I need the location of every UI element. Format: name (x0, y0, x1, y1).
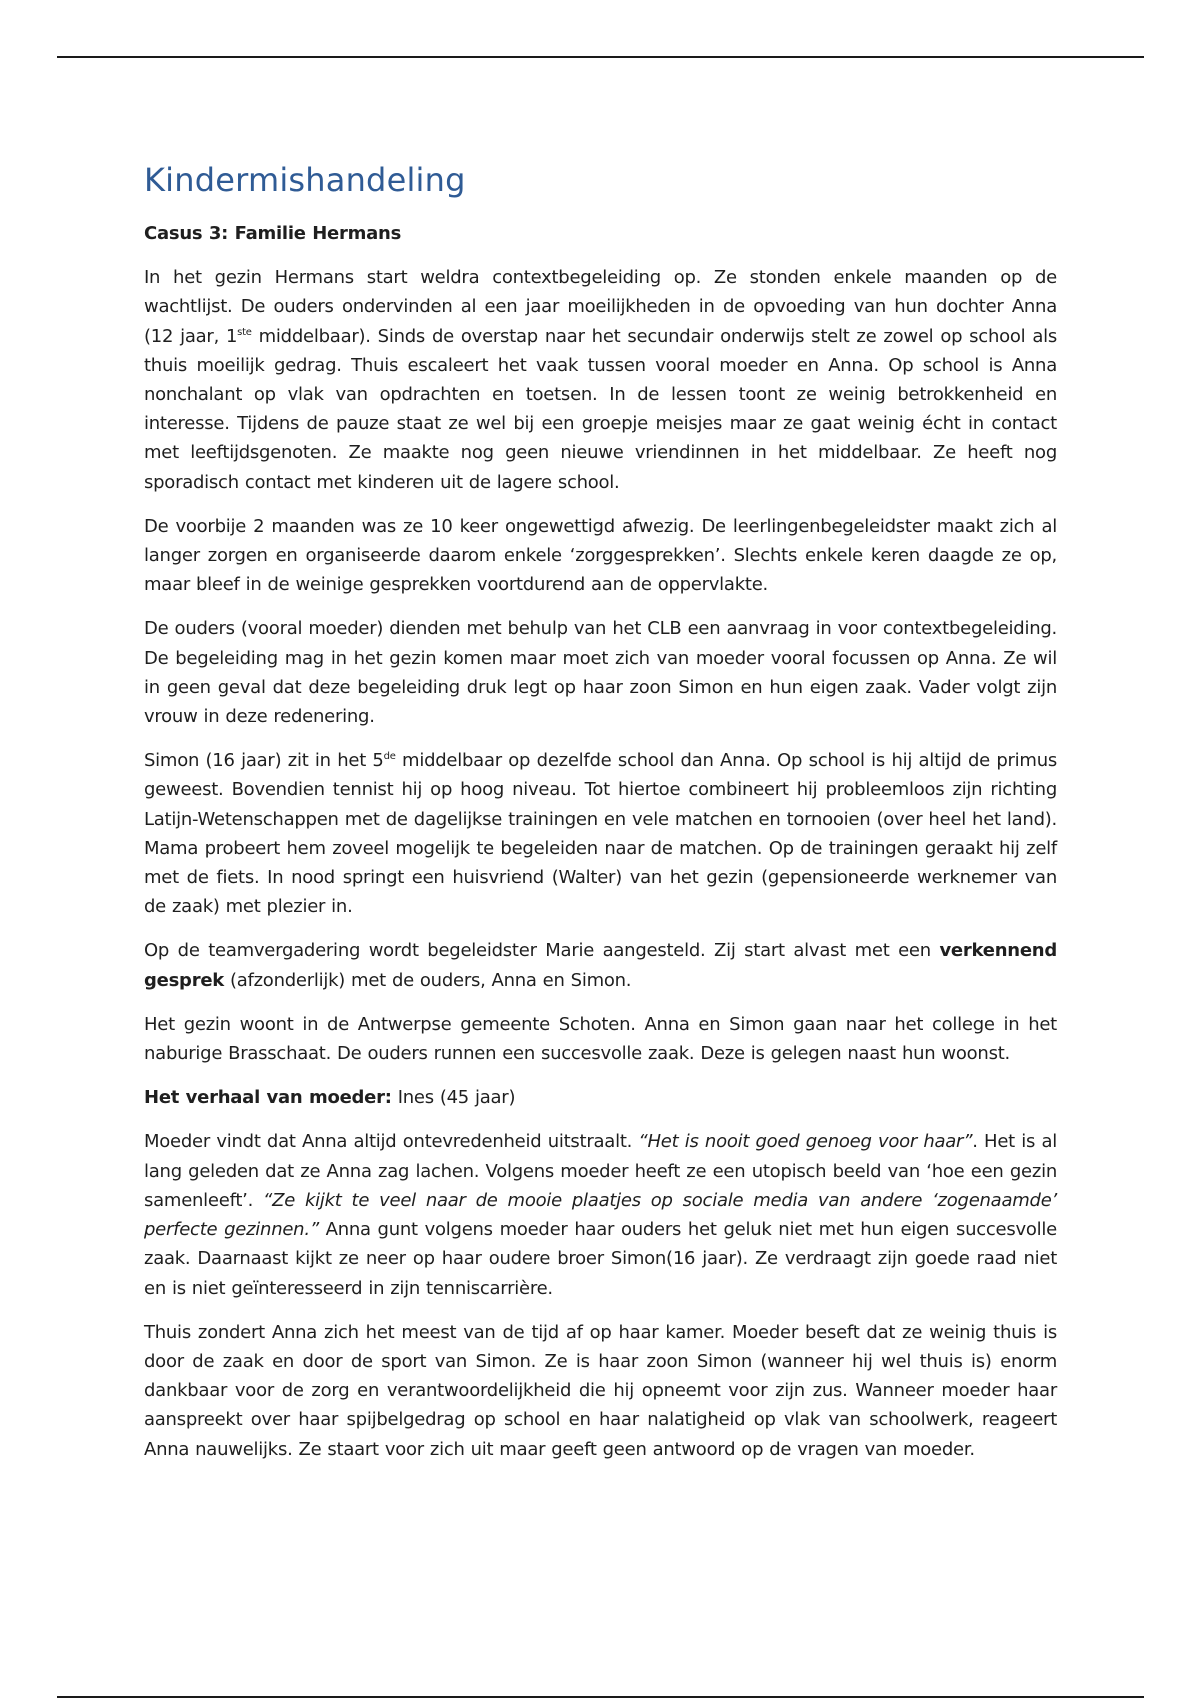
text-run: (afzonderlijk) met de ouders, Anna en Simon. (224, 969, 632, 991)
text-run: . Het is al lang geleden dat ze Anna zag lachen. Volgens moeder heeft ze een utopisch beeld van ‘hoe een gezin samenleeft’. (144, 1131, 1058, 1211)
case-heading (144, 219, 1057, 248)
paragraph-location: Het gezin woont in de Antwerpse gemeente Schoten. Anna en Simon gaan naar het college in het naburige Brasschaat. De ouders runnen een succesvolle zaak. Deze is gelegen naast hun woonst. (144, 1013, 1057, 1065)
paragraph-request: De ouders (vooral moeder) dienden met behulp van het CLB een aanvraag in voor contextbegeleiding. De begeleiding mag in het gezin komen maar moet zich van moeder vooral focussen op Anna. Ze wil in geen geval dat deze begeleiding druk legt op haar zoon Simon en hun eigen zaak. Vader volgt zijn vrouw in deze redenering. (144, 618, 1057, 728)
text-run: Simon (16 jaar) zit in het 5 (144, 750, 384, 772)
text-run: middelbaar). Sinds de overstap naar het secundair onderwijs stelt ze zowel op school als thuis moeilijk gedrag. Thuis escaleert het vaak tussen vooral moeder en Anna. Op school is Anna nonchalant op vlak van opdrachten en toetsen. In de lessen toont ze weinig betrokkenheid en interesse. Tijdens de pauze staat ze wel bij een groepje meisjes maar ze gaat weinig écht in contact met leeftijdsgenoten. Ze maakte nog geen nieuwe vriendinnen in het middelbaar. Ze heeft nog sporadisch contact met kinderen uit de lagere school. (144, 325, 1057, 493)
text-run: Anna gunt volgens moeder haar ouders het geluk niet met hun eigen succesvolle zaak. Daarnaast kijkt ze neer op haar oudere broer Simon(16 jaar). Ze verdraagt zijn goede raad niet en is niet geïnteresseerd in zijn tenniscarrière. (144, 1219, 1057, 1299)
section-heading-mother (144, 1083, 1057, 1112)
text-run: Moeder vindt dat Anna altijd ontevredenheid uitstraalt. (144, 1131, 639, 1153)
paragraph-home: Thuis zondert Anna zich het meest van de tijd af op haar kamer. Moeder beseft dat ze weinig thuis is door de zaak en door de sport van Simon. Ze is haar zoon Simon (wanneer hij wel thuis is) enorm dankbaar voor de zorg en verantwoordelijkheid die hij opneemt voor zijn zus. Wanneer moeder haar aanspreekt over haar spijbelgedrag op school en haar nalatigheid op vlak van schoolwerk, reageert Anna nauwelijks. Ze staart voor zich uit maar geeft geen antwoord op de vragen van moeder. (144, 1321, 1057, 1460)
quote: “Het is nooit goed genoeg voor haar” (638, 1131, 973, 1153)
header-rule (57, 56, 1144, 58)
text-run: middelbaar op dezelfde school dan Anna. Op school is hij altijd de primus geweest. Bovendien tennist hij op hoog niveau. Tot hiertoe combineert hij probleemloos zijn richting Latijn-Wetenschappen met de dagelijkse trainingen en vele matchen en tornooien (over heel het land). Mama probeert hem zoveel mogelijk te begeleiden naar de matchen. Op de trainingen geraakt hij zelf met de fiets. In nood springt een huisvriend (Walter) van het gezin (gepensioneerde werknemer van de zaak) met plezier in. (144, 750, 1058, 918)
text-run: Op de teamvergadering wordt begeleidster Marie aangesteld. Zij start alvast met een (144, 940, 940, 962)
text-run: In het gezin Hermans start weldra contextbegeleiding op. Ze stonden enkele maanden op de wachtlijst. De ouders ondervinden al een jaar moeilijkheden in de opvoeding van hun dochter Anna (12 jaar, 1 (144, 267, 1057, 347)
bold-term: verkennend gesprek (144, 940, 1057, 991)
footer-rule (57, 1696, 1144, 1698)
text-run: Ines (45 jaar) (391, 1087, 516, 1109)
paragraph-absence: De voorbije 2 maanden was ze 10 keer ongewettigd afwezig. De leerlingenbegeleidster maakt zich al langer zorgen en organiseerde daarom enkele ‘zorggesprekken’. Slechts enkele keren daagde ze op, maar bleef in de weinige gesprekken voortdurend aan de oppervlakte. (144, 515, 1057, 596)
paragraph-simon (144, 746, 1057, 921)
paragraph-mother-story (144, 1127, 1057, 1302)
paragraph-intro (144, 263, 1057, 497)
superscript: de (383, 751, 396, 763)
document-body (144, 160, 1057, 1479)
superscript: ste (237, 326, 252, 338)
case-label: Casus 3: Familie Hermans (144, 223, 402, 244)
document-title: Kindermishandeling (144, 161, 466, 199)
paragraph-team-meeting (144, 936, 1057, 994)
quote: “Ze kijkt te veel naar de mooie plaatjes op sociale media van andere ‘zogenaamde’ perfecte gezinnen.” (144, 1189, 1057, 1241)
section-label: Het verhaal van moeder: (144, 1087, 392, 1109)
